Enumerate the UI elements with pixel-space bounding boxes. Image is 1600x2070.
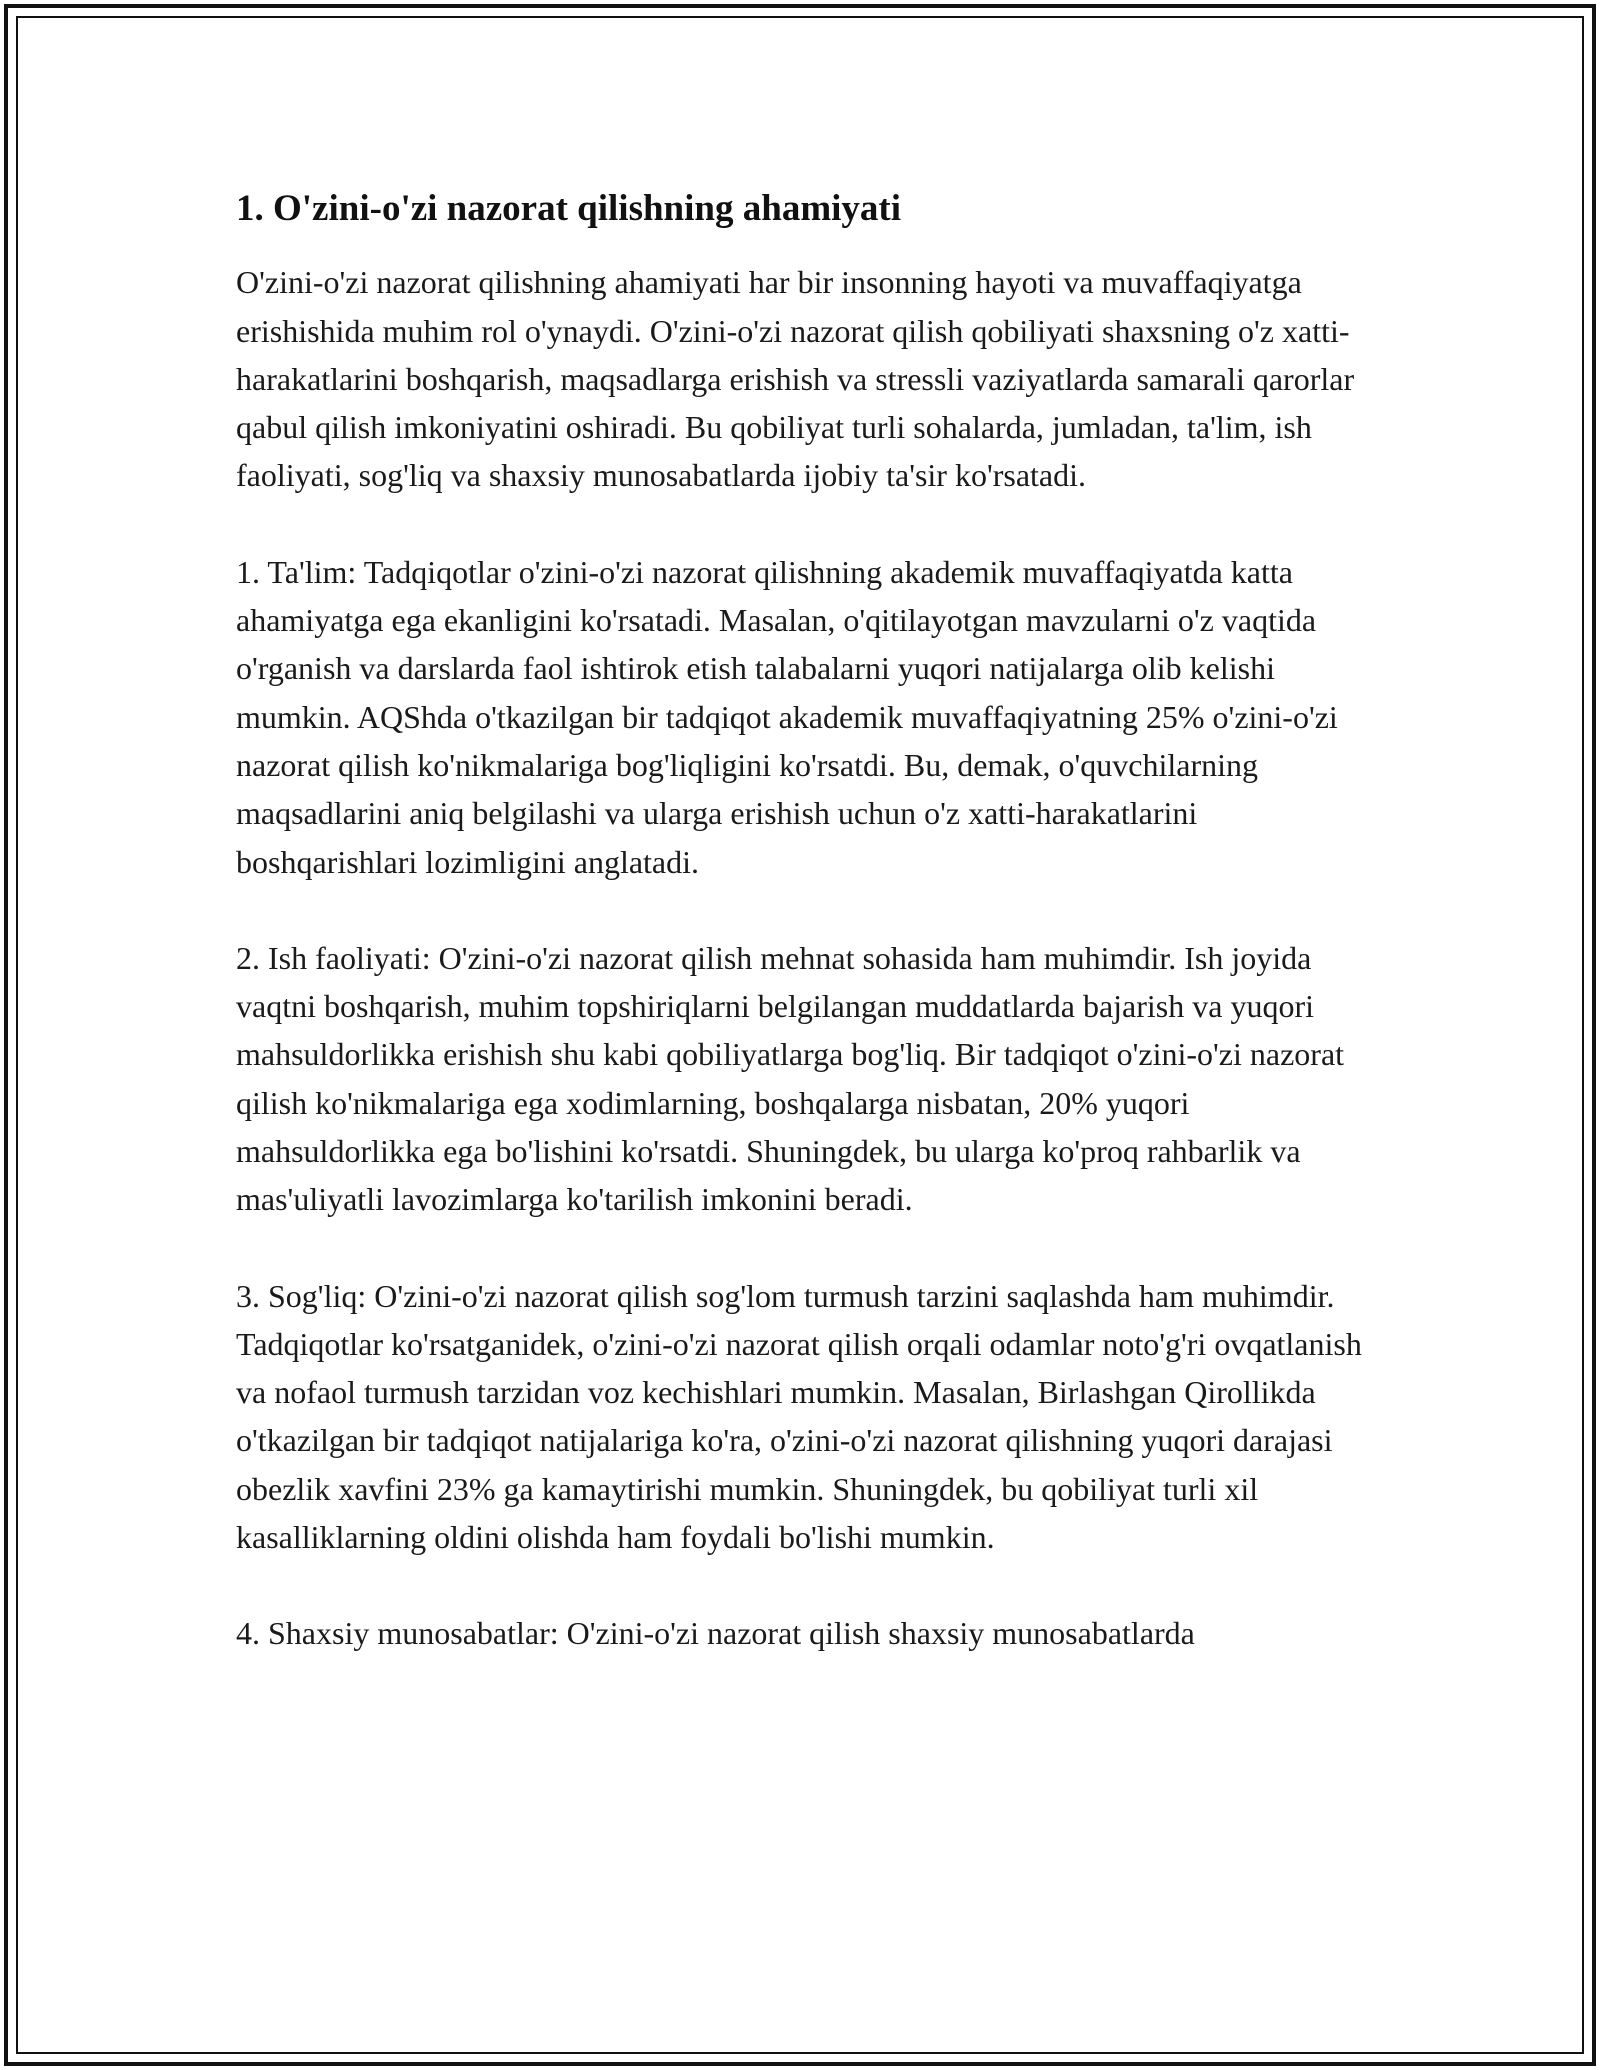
paragraph-work: 2. Ish faoliyati: O'zini-o'zi nazorat qilish mehnat sohasida ham muhimdir. Ish joyida vaqtni boshqarish, muhim topshiriqlarni belgilangan muddatlarda bajarish va yuqori mahsuldorlikka erishish shu kabi qobiliyatlarga bog'liq. Bir tadqiqot o'zini-o'zi nazorat qilish ko'nikmalariga ega xodimlarning, boshqalarga nisbatan, 20% yuqori mahsuldorlikka ega bo'lishini ko'rsatdi. Shuningdek, bu ularga ko'proq rahbarlik va mas'uliyatli lavozimlarga ko'tarilish imkonini beradi. (236, 939, 1345, 1218)
paragraph-intro: O'zini-o'zi nazorat qilishning ahamiyati har bir insonning hayoti va muvaffaqiyatga erishishida muhim rol o'ynaydi. O'zini-o'zi nazorat qilish qobiliyati shaxsning o'z xatti-harakatlarini boshqarish, maqsadlarga erishish va stressli vaziyatlarda samarali qarorlar qabul qilish imkoniyatini oshiradi. Bu qobiliyat turli sohalarda, jumladan, ta'lim, ish faoliyati, sog'liq va shaxsiy munosabatlarda ijobiy ta'sir ko'rsatadi. (236, 264, 1355, 494)
paragraph-health: 3. Sog'liq: O'zini-o'zi nazorat qilish sog'lom turmush tarzini saqlashda ham muhimdir. Tadqiqotlar ko'rsatganidek, o'zini-o'zi nazorat qilish orqali odamlar noto'g'ri ovqatlanish va nofaol turmush tarzidan voz kechishlari mumkin. Masalan, Birlashgan Qirollikda o'tkazilgan bir tadqiqot natijalariga ko'ra, o'zini-o'zi nazorat qilishning yuqori darajasi obezlik xavfini 23% ga kamaytirishi mumkin. Shuningdek, bu qobiliyat turli xil kasalliklarning oldini olishda ham foydali bo'lishi mumkin. (236, 1277, 1362, 1556)
paragraph-relationships: 4. Shaxsiy munosabatlar: O'zini-o'zi nazorat qilish shaxsiy munosabatlarda (236, 1615, 1195, 1652)
page-title: 1. O'zini-o'zi nazorat qilishning ahamiyati (236, 188, 902, 229)
paragraph-education: 1. Ta'lim: Tadqiqotlar o'zini-o'zi nazorat qilishning akademik muvaffaqiyatda katta ahamiyatga ega ekanligini ko'rsatadi. Masalan, o'qitilayotgan mavzularni o'z vaqtida o'rganish va darslarda faol ishtirok etish talabalarni yuqori natijalarga olib kelishi mumkin. AQShda o'tkazilgan bir tadqiqot akademik muvaffaqiyatning 25% o'zini-o'zi nazorat qilish ko'nikmalariga bog'liqligini ko'rsatdi. Bu, demak, o'quvchilarning maqsadlarini aniq belgilashi va ularga erishish uchun o'z xatti-harakatlarini boshqarishlari lozimligini anglatadi. (236, 553, 1338, 880)
document-body (236, 186, 1386, 1706)
